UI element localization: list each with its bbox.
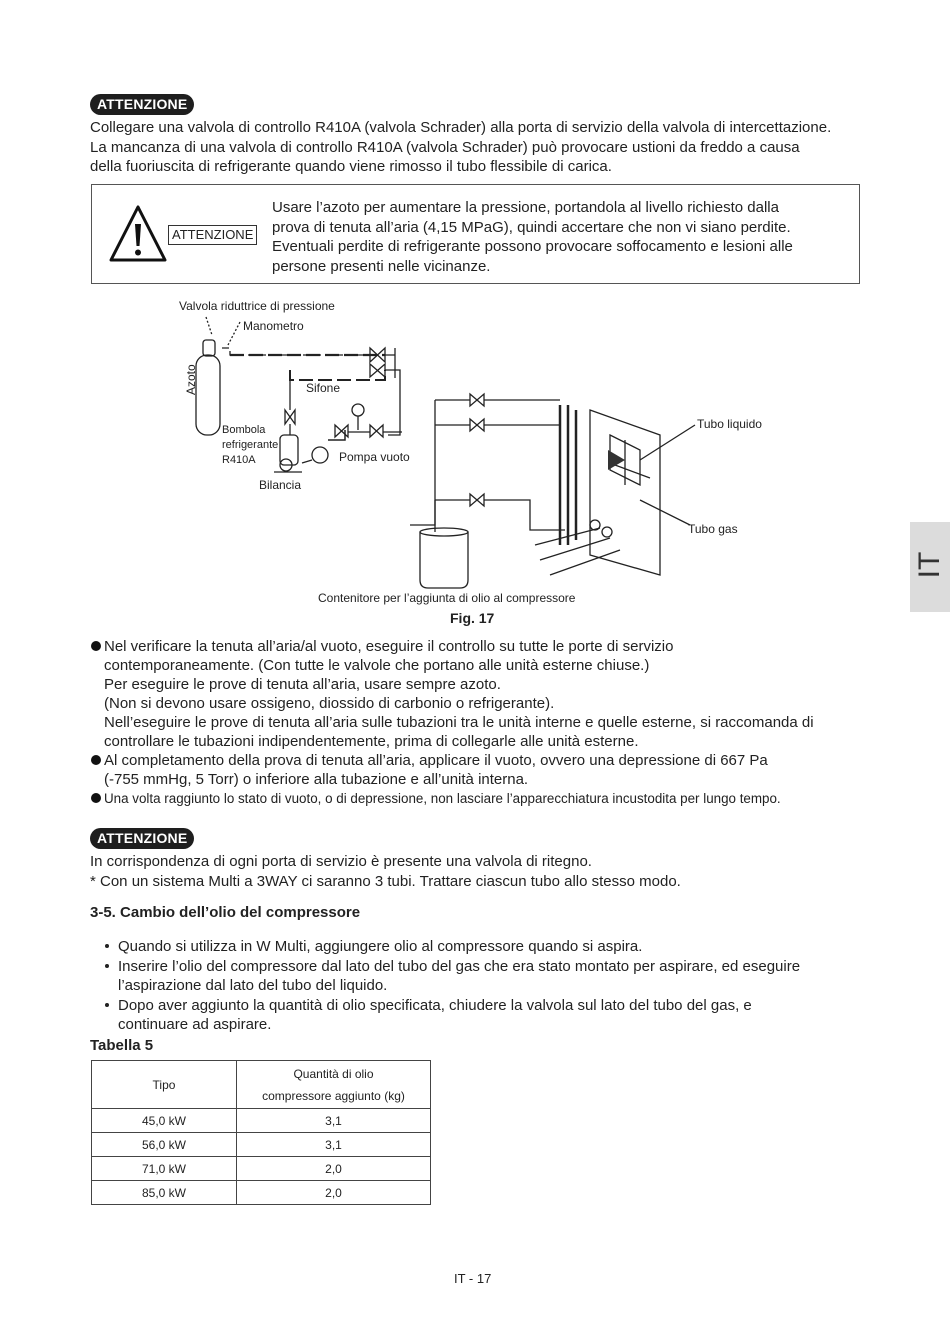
label-refrigerant-cylinder: [222, 423, 278, 468]
section-line: Dopo aver aggiunto la quantità di olio specificata, chiudere la valvola sul lato del tubo del gas, e: [118, 996, 752, 1014]
nitrogen-cylinder: [196, 355, 220, 435]
caution-line: La mancanza di una valvola di controllo R410A (valvola Schrader) può provocare ustioni da freddo a causa: [90, 138, 800, 156]
bullet-item: [91, 789, 871, 808]
warning-triangle-icon: [108, 204, 168, 264]
table-header-qty-line: compressore aggiunto (kg): [262, 1088, 405, 1103]
section-item: [103, 996, 873, 1035]
warning-text: [272, 198, 852, 276]
section-list: [103, 937, 873, 1035]
table-header-row: [92, 1061, 431, 1109]
bullet-item: [91, 637, 871, 751]
caution-line: Collegare una valvola di controllo R410A (valvola Schrader) alla porta di servizio della valvola di intercettazione.: [90, 119, 832, 136]
caution-line: * Con un sistema Multi a 3WAY ci saranno 3 tubi. Trattare ciascun tubo allo stesso modo.: [90, 872, 681, 890]
table-row: [92, 1181, 431, 1205]
table-cell-type: 71,0 kW: [92, 1157, 237, 1181]
warning-line: Eventuali perdite di refrigerante possono provocare soffocamento e lesioni alle: [272, 238, 793, 255]
table-cell-qty: 2,0: [237, 1181, 431, 1205]
table-cell-type: 85,0 kW: [92, 1181, 237, 1205]
figure-caption: Fig. 17: [450, 610, 495, 626]
warning-line: prova di tenuta all’aria (4,15 MPaG), quindi accertare che non vi siano perdite.: [272, 218, 791, 236]
section-line: l’aspirazione dal lato del tubo del liquido.: [118, 977, 388, 994]
label-oil-container: Contenitore per l’aggiunta di olio al compressore: [318, 591, 576, 605]
table-header-qty-line: Quantità di olio: [293, 1066, 374, 1081]
bullet-line: Per eseguire le prove di tenuta all’aria, usare sempre azoto.: [104, 676, 501, 693]
label-liquid-pipe: Tubo liquido: [697, 417, 762, 431]
bullet-line: Nel verificare la tenuta all’aria/al vuoto, eseguire il controllo su tutte le porte di servizio: [104, 638, 674, 655]
bullet-line: contemporaneamente. (Con tutte le valvole che portano alle unità esterne chiuse.): [104, 657, 650, 674]
bullet-line: (Non si devono usare ossigeno, diossido di carbonio o refrigerante).: [104, 695, 555, 712]
table-cell-type: 56,0 kW: [92, 1133, 237, 1157]
label-cyl-line: Bombola: [222, 424, 266, 436]
bullet-small-icon: [105, 1003, 109, 1007]
label-vacuum-pump: Pompa vuoto: [339, 450, 410, 464]
section-title: 3-5. Cambio dell’olio del compressore: [90, 904, 361, 921]
label-gauge: Manometro: [243, 319, 304, 333]
table-row: [92, 1109, 431, 1133]
bullet-list: [91, 637, 871, 808]
bullet-small-icon: [105, 944, 109, 948]
section-line: Quando si utilizza in W Multi, aggiungere olio al compressore quando si aspira.: [118, 938, 643, 955]
caution-text: [90, 118, 880, 177]
label-pressure-reducer: Valvola riduttrice di pressione: [179, 299, 335, 313]
table-cell-qty: 2,0: [237, 1157, 431, 1181]
label-scale: Bilancia: [259, 478, 302, 492]
language-tab-label: IT: [913, 551, 946, 579]
table-row: [92, 1157, 431, 1181]
table-row: [92, 1133, 431, 1157]
caution-line: In corrispondenza di ogni porta di servizio è presente una valvola di ritegno.: [90, 853, 592, 870]
section-item: [103, 937, 873, 957]
bullet-dot-icon: [91, 755, 101, 765]
bullet-dot-icon: [91, 641, 101, 651]
table-cell-type: 45,0 kW: [92, 1109, 237, 1133]
bullet-line: Nell’eseguire le prove di tenuta all’aria sulle tubazioni tra le unità interne e quelle esterne, si raccomanda di: [104, 714, 814, 731]
table-header-qty: [237, 1061, 431, 1109]
table-title: Tabella 5: [90, 1037, 154, 1054]
bullet-item: [91, 751, 871, 789]
label-cyl-line: R410A: [222, 454, 256, 466]
label-gas-pipe: Tubo gas: [688, 522, 738, 536]
bullet-line: controllare le tubazioni indipendentemente, prima di collegarle alle unità esterne.: [104, 733, 639, 750]
caution-line: della fuoriuscita di refrigerante quando viene rimosso il tubo flessibile di carica.: [90, 158, 612, 175]
section-line: Inserire l’olio del compressore dal lato del tubo del gas che era stato montato per aspirare, ed eseguire: [118, 957, 801, 975]
oil-table: [91, 1060, 431, 1205]
caution-text: [90, 852, 880, 891]
bullet-line: Al completamento della prova di tenuta all’aria, applicare il vuoto, ovvero una depressione di 667 Pa: [104, 752, 768, 769]
caution-badge: ATTENZIONE: [90, 94, 194, 115]
oil-container: [420, 532, 468, 588]
warning-line: Usare l’azoto per aumentare la pressione, portandola al livello richiesto dalla: [272, 199, 779, 216]
table-header-type: Tipo: [92, 1061, 237, 1109]
section-item: [103, 957, 873, 996]
language-tab: [910, 522, 950, 612]
bullet-dot-icon: [91, 793, 101, 803]
page-number: IT - 17: [454, 1271, 492, 1286]
label-siphon: Sifone: [306, 381, 341, 395]
table-cell-qty: 3,1: [237, 1109, 431, 1133]
label-cyl-line: refrigerante: [222, 439, 279, 451]
caution-badge: ATTENZIONE: [90, 828, 194, 849]
label-nitrogen: Azoto: [184, 364, 198, 395]
bullet-line: (-755 mmHg, 5 Torr) o inferiore alla tubazione e all’unità interna.: [104, 771, 529, 788]
warning-line: persone presenti nelle vicinanze.: [272, 257, 491, 275]
warning-label: ATTENZIONE: [168, 225, 257, 245]
bullet-line: Una volta raggiunto lo stato di vuoto, o di depressione, non lasciare l’apparecchiatura incustodita per lungo tempo.: [104, 791, 781, 806]
section-line: continuare ad aspirare.: [118, 1016, 272, 1033]
table-cell-qty: 3,1: [237, 1133, 431, 1157]
bullet-small-icon: [105, 964, 109, 968]
